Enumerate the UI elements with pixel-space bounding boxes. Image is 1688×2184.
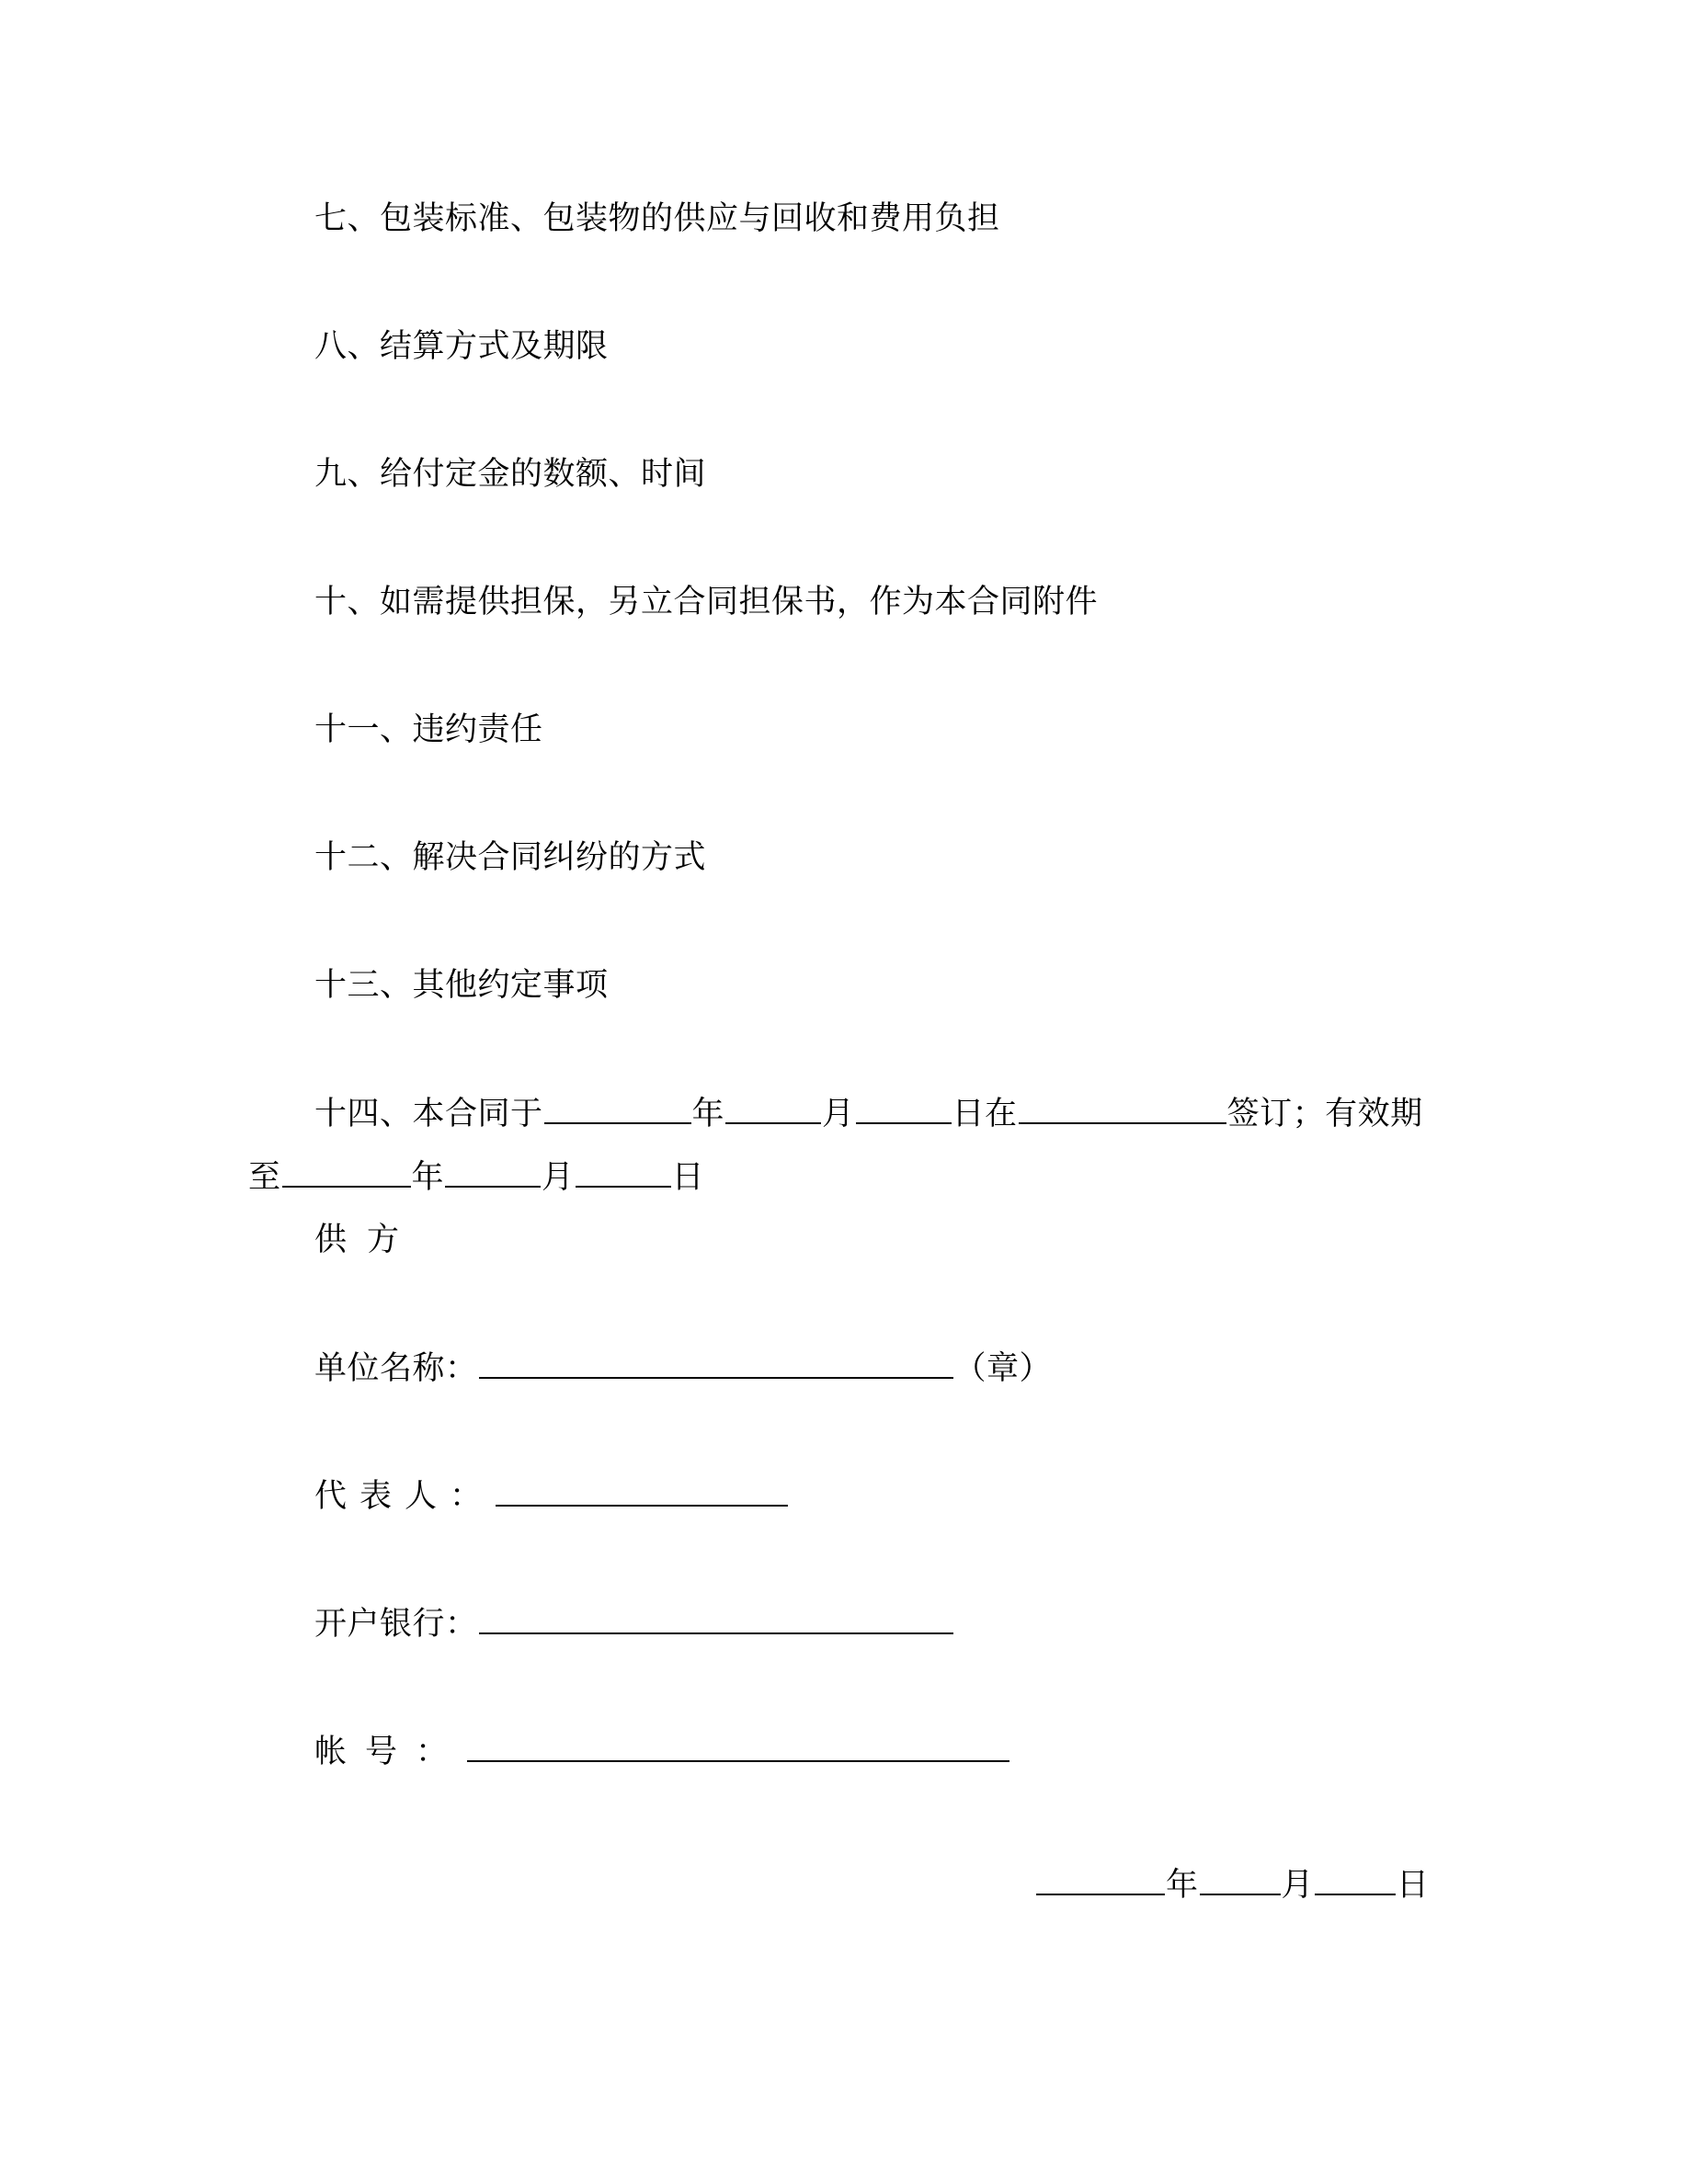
clause-7: 七、包装标准、包装物的供应与回收和费用负担 <box>314 200 1000 237</box>
signing-place-blank[interactable] <box>1019 1091 1226 1124</box>
date-month-label: 月 <box>1281 1867 1315 1904</box>
signing-month-label: 月 <box>822 1096 855 1132</box>
valid-until-year-label: 年 <box>411 1159 445 1196</box>
clause-11: 十一、违约责任 <box>314 711 543 748</box>
until-label: 至 <box>248 1159 281 1196</box>
signing-month-blank[interactable] <box>725 1091 821 1124</box>
signing-year-blank[interactable] <box>544 1091 691 1124</box>
valid-until-day-label: 日 <box>671 1159 705 1196</box>
signing-day-at-label: 日在 <box>952 1096 1018 1132</box>
valid-until-month-label: 月 <box>542 1159 575 1196</box>
unit-name-label: 单位名称： <box>314 1350 478 1387</box>
representative-row <box>314 1473 789 1519</box>
bank-row <box>314 1601 954 1646</box>
representative-blank[interactable] <box>496 1473 788 1507</box>
account-label: 帐号： <box>314 1734 467 1770</box>
valid-until-month-blank[interactable] <box>445 1155 541 1188</box>
date-day-label: 日 <box>1397 1867 1430 1904</box>
date-year-blank[interactable] <box>1036 1862 1165 1895</box>
clause-14-line-2 <box>248 1155 704 1200</box>
valid-until-year-blank[interactable] <box>282 1155 411 1188</box>
bank-label: 开户银行： <box>314 1606 478 1643</box>
date-year-label: 年 <box>1166 1867 1199 1904</box>
date-month-blank[interactable] <box>1200 1862 1281 1895</box>
signed-validity-label: 签订；有效期 <box>1226 1096 1423 1132</box>
clause-10: 十、如需提供担保，另立合同担保书，作为本合同附件 <box>314 584 1099 620</box>
unit-name-row <box>314 1346 1052 1391</box>
date-row <box>1035 1862 1430 1907</box>
clause-8: 八、结算方式及期限 <box>314 328 609 365</box>
supplier-heading: 供方 <box>314 1222 420 1258</box>
representative-label: 代表人： <box>314 1478 496 1515</box>
account-blank[interactable] <box>467 1729 1009 1762</box>
unit-name-blank[interactable] <box>479 1346 953 1379</box>
signing-day-blank[interactable] <box>856 1091 952 1124</box>
account-row <box>314 1729 1010 1774</box>
clause-13: 十三、其他约定事项 <box>314 967 609 1004</box>
clause-14-prefix: 十四、本合同于 <box>314 1096 543 1132</box>
date-day-blank[interactable] <box>1315 1862 1396 1895</box>
clause-12: 十二、解决合同纠纷的方式 <box>314 839 707 876</box>
clause-9: 九、给付定金的数额、时间 <box>314 456 707 493</box>
seal-label: （章） <box>953 1350 1053 1387</box>
signing-year-label: 年 <box>691 1096 725 1132</box>
valid-until-day-blank[interactable] <box>576 1155 671 1188</box>
bank-blank[interactable] <box>479 1601 953 1634</box>
clause-14-line-1 <box>314 1091 1423 1136</box>
